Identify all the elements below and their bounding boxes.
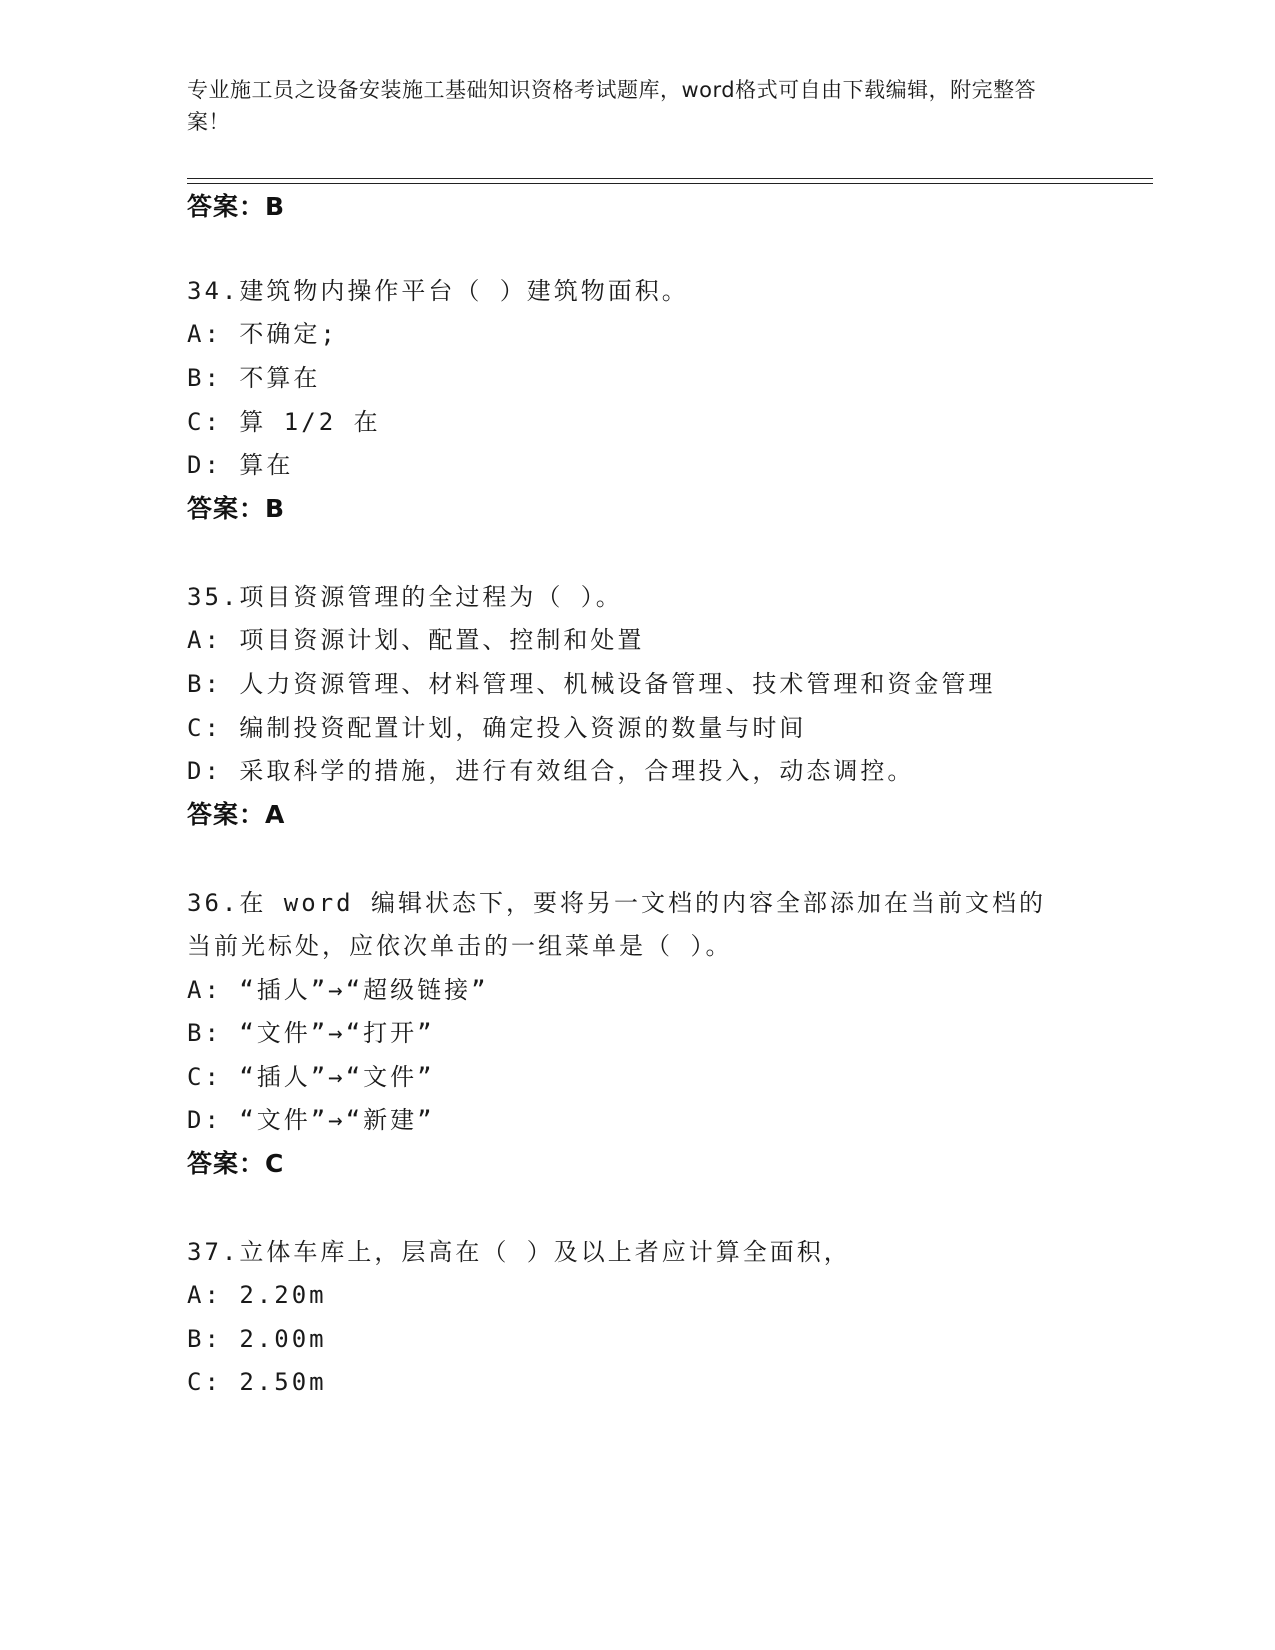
answer-36: 答案：C xyxy=(187,1149,285,1178)
question-34-option-b: B: 不算在 xyxy=(187,364,321,392)
question-36-option-a: A: “插人”→“超级链接” xyxy=(187,976,489,1004)
question-36-stem-line-2: 当前光标处，应依次单击的一组菜单是（ ）。 xyxy=(187,932,733,960)
question-34-option-d: D: 算在 xyxy=(187,451,294,479)
question-36-option-b: B: “文件”→“打开” xyxy=(187,1019,435,1047)
question-34-option-c: C: 算 1/2 在 xyxy=(187,408,381,436)
question-34-stem: 34.建筑物内操作平台（ ）建筑物面积。 xyxy=(187,277,689,305)
answer-35: 答案：A xyxy=(187,800,286,829)
question-35-option-a: A: 项目资源计划、配置、控制和处置 xyxy=(187,626,645,654)
question-35-option-d: D: 采取科学的措施，进行有效组合，合理投入，动态调控。 xyxy=(187,757,915,785)
question-36-option-c: C: “插人”→“文件” xyxy=(187,1063,435,1091)
question-36-option-d: D: “文件”→“新建” xyxy=(187,1106,435,1134)
answer-34: 答案：B xyxy=(187,494,286,523)
header-divider-bottom xyxy=(187,183,1153,184)
question-37-stem: 37.立体车库上，层高在（ ）及以上者应计算全面积， xyxy=(187,1238,851,1266)
question-37-option-b: B: 2.00m xyxy=(187,1325,327,1353)
question-37-option-c: C: 2.50m xyxy=(187,1368,327,1396)
question-35-stem: 35.项目资源管理的全过程为（ ）。 xyxy=(187,583,623,611)
document-header: 专业施工员之设备安装施工基础知识资格考试题库，word格式可自由下载编辑，附完整答案！ xyxy=(187,78,1037,134)
question-35-option-c: C: 编制投资配置计划，确定投入资源的数量与时间 xyxy=(187,714,807,742)
header-divider-top xyxy=(187,178,1153,179)
answer-33: 答案：B xyxy=(187,192,286,221)
question-36-stem-line-1: 36.在 word 编辑状态下，要将另一文档的内容全部添加在当前文档的 xyxy=(187,889,1047,917)
question-35-option-b: B: 人力资源管理、材料管理、机械设备管理、技术管理和资金管理 xyxy=(187,670,996,698)
question-34-option-a: A: 不确定; xyxy=(187,320,338,348)
question-37-option-a: A: 2.20m xyxy=(187,1281,327,1309)
